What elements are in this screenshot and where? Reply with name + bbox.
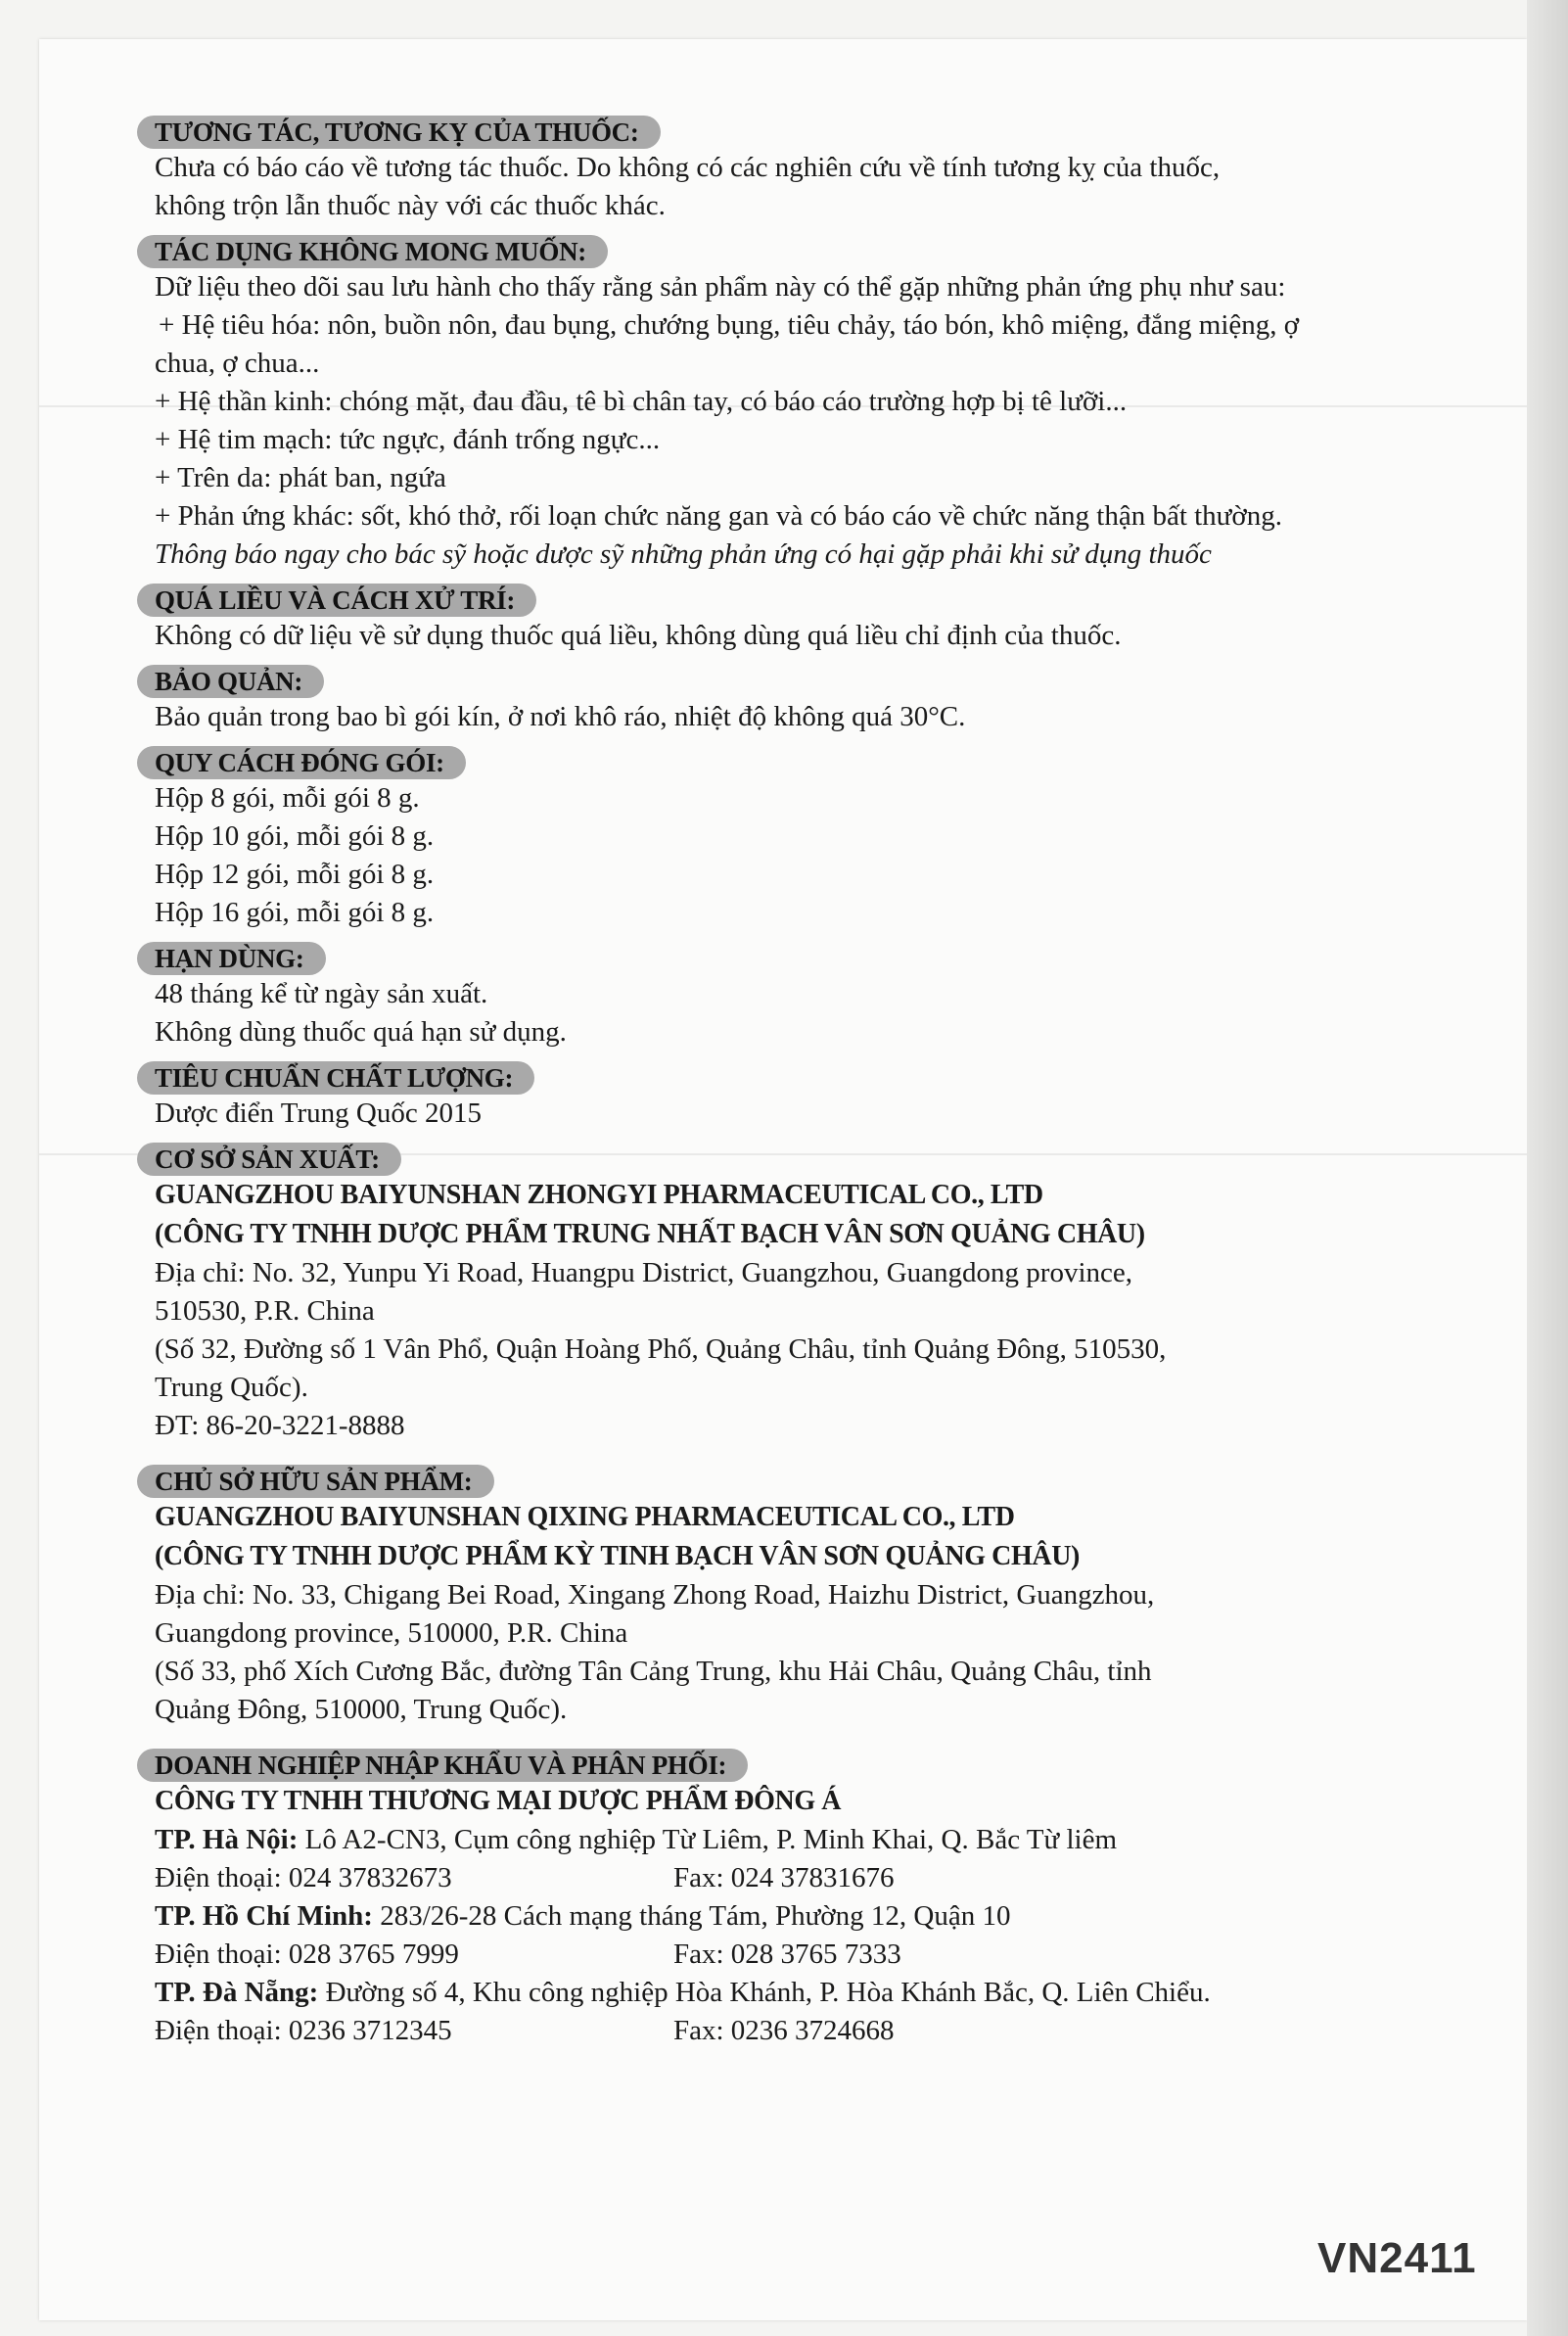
text-line: Hộp 16 gói, mỗi gói 8 g. — [155, 897, 435, 928]
text-line: ĐT: 86-20-3221-8888 — [155, 1410, 405, 1441]
branch-street: Lô A2-CN3, Cụm công nghiệp Từ Liêm, P. Minh Khai, Q. Bắc Từ liêm — [298, 1824, 1118, 1855]
section-quality — [155, 1061, 1447, 1133]
section-heading: TƯƠNG TÁC, TƯƠNG KỴ CỦA THUỐC: — [137, 116, 661, 149]
company-name-vi: (CÔNG TY TNHH DƯỢC PHẨM KỲ TINH BẠCH VÂN SƠN QUẢNG CHÂU) — [155, 1541, 1080, 1571]
text-line: Địa chỉ: No. 33, Chigang Bei Road, Xingang Zhong Road, Haizhu District, Guangzhou, — [155, 1579, 1155, 1611]
text-line: Trung Quốc). — [155, 1372, 308, 1403]
branch-phone: Điện thoại: 024 37832673 — [155, 1862, 452, 1893]
branch-contact — [155, 2012, 1447, 2050]
branch-contact — [155, 1859, 1447, 1897]
company-name-en: GUANGZHOU BAIYUNSHAN QIXING PHARMACEUTICAL CO., LTD — [155, 1502, 1015, 1532]
section-storage — [155, 665, 1447, 736]
branch-fax: Fax: 0236 3724668 — [673, 2015, 895, 2046]
text-line: Không dùng thuốc quá hạn sử dụng. — [155, 1016, 567, 1048]
company-name-en: GUANGZHOU BAIYUNSHAN ZHONGYI PHARMACEUTICAL CO., LTD — [155, 1180, 1043, 1210]
branch-address — [155, 1897, 1447, 1936]
branch-street: 283/26-28 Cách mạng tháng Tám, Phường 12, Quận 10 — [372, 1900, 1011, 1932]
text-line: Hộp 10 gói, mỗi gói 8 g. — [155, 820, 435, 852]
text-line: + Hệ tim mạch: tức ngực, đánh trống ngực... — [155, 424, 661, 455]
text-line: + Phản ứng khác: sốt, khó thở, rối loạn chức năng gan và có báo cáo về chức năng thận bất thường. — [155, 500, 1282, 532]
branch-fax: Fax: 028 3765 7333 — [673, 1939, 901, 1970]
text-line: (Số 33, phố Xích Cương Bắc, đường Tân Cảng Trung, khu Hải Châu, Quảng Châu, tỉnh — [155, 1656, 1152, 1687]
text-line: chua, ợ chua... — [155, 348, 320, 379]
section-heading: BẢO QUẢN: — [137, 665, 324, 698]
warning-note: Thông báo ngay cho bác sỹ hoặc dược sỹ những phản ứng có hại gặp phải khi sử dụng thuốc — [155, 538, 1212, 570]
section-manufacturer — [155, 1143, 1447, 1445]
text-line: Bảo quản trong bao bì gói kín, ở nơi khô ráo, nhiệt độ không quá 30°C. — [155, 701, 966, 732]
company-name-vi: (CÔNG TY TNHH DƯỢC PHẨM TRUNG NHẤT BẠCH VÂN SƠN QUẢNG CHÂU) — [155, 1219, 1145, 1249]
text-line: + Hệ tiêu hóa: nôn, buồn nôn, đau bụng, chướng bụng, tiêu chảy, táo bón, khô miệng, đắng miệng, ợ — [159, 309, 1300, 341]
text-line: Quảng Đông, 510000, Trung Quốc). — [155, 1694, 568, 1725]
document-code: VN2411 — [1317, 2234, 1477, 2282]
page-edge — [1527, 0, 1568, 2336]
branch-contact — [155, 1936, 1447, 1974]
text-line: Dữ liệu theo dõi sau lưu hành cho thấy rằng sản phẩm này có thể gặp những phản ứng phụ như sau: — [155, 271, 1286, 303]
section-distributor — [155, 1749, 1447, 2050]
branch-phone: Điện thoại: 028 3765 7999 — [155, 1939, 459, 1970]
section-heading: HẠN DÙNG: — [137, 942, 326, 975]
section-heading: QUÁ LIỀU VÀ CÁCH XỬ TRÍ: — [137, 584, 536, 617]
branch-address — [155, 1974, 1447, 2012]
text-line: Dược điển Trung Quốc 2015 — [155, 1098, 482, 1129]
section-owner — [155, 1465, 1447, 1729]
text-line: Guangdong province, 510000, P.R. China — [155, 1617, 628, 1649]
text-line: + Hệ thần kinh: chóng mặt, đau đầu, tê bì chân tay, có báo cáo trường hợp bị tê lưỡi... — [155, 386, 1128, 417]
branch-fax: Fax: 024 37831676 — [673, 1862, 895, 1893]
text-line: 48 tháng kể từ ngày sản xuất. — [155, 978, 488, 1009]
section-overdose — [155, 584, 1447, 655]
text-line: Chưa có báo cáo về tương tác thuốc. Do không có các nghiên cứu về tính tương kỵ của thuốc, — [155, 152, 1221, 183]
branch-address — [155, 1821, 1447, 1859]
branch-city: TP. Đà Nẵng: — [155, 1977, 319, 2008]
leaflet-content — [155, 116, 1447, 2050]
text-line: không trộn lẫn thuốc này với các thuốc khác. — [155, 190, 666, 221]
branch-street: Đường số 4, Khu công nghiệp Hòa Khánh, P. Hòa Khánh Bắc, Q. Liên Chiểu. — [318, 1977, 1211, 2008]
text-line: Hộp 12 gói, mỗi gói 8 g. — [155, 859, 435, 890]
section-heading: CƠ SỞ SẢN XUẤT: — [137, 1143, 401, 1176]
section-packaging — [155, 746, 1447, 932]
branch-city: TP. Hồ Chí Minh: — [155, 1900, 373, 1932]
section-side-effects — [155, 235, 1447, 574]
text-line: Địa chỉ: No. 32, Yunpu Yi Road, Huangpu District, Guangzhou, Guangdong province, — [155, 1257, 1132, 1288]
section-heading: TÁC DỤNG KHÔNG MONG MUỐN: — [137, 235, 608, 268]
section-heading: DOANH NGHIỆP NHẬP KHẨU VÀ PHÂN PHỐI: — [137, 1749, 748, 1782]
section-interactions — [155, 116, 1447, 225]
text-line: (Số 32, Đường số 1 Vân Phổ, Quận Hoàng Phố, Quảng Châu, tỉnh Quảng Đông, 510530, — [155, 1333, 1167, 1365]
section-expiry — [155, 942, 1447, 1051]
text-line: Không có dữ liệu về sử dụng thuốc quá liều, không dùng quá liều chỉ định của thuốc. — [155, 620, 1122, 651]
text-line: Hộp 8 gói, mỗi gói 8 g. — [155, 782, 420, 814]
section-heading: TIÊU CHUẨN CHẤT LƯỢNG: — [137, 1061, 534, 1095]
branch-city: TP. Hà Nội: — [155, 1824, 299, 1855]
section-heading: QUY CÁCH ĐÓNG GÓI: — [137, 746, 466, 779]
branch-phone: Điện thoại: 0236 3712345 — [155, 2015, 452, 2046]
text-line: + Trên da: phát ban, ngứa — [155, 462, 446, 493]
section-heading: CHỦ SỞ HỮU SẢN PHẨM: — [137, 1465, 494, 1498]
distributor-company: CÔNG TY TNHH THƯƠNG MẠI DƯỢC PHẨM ĐÔNG Á — [155, 1786, 842, 1816]
text-line: 510530, P.R. China — [155, 1295, 375, 1327]
